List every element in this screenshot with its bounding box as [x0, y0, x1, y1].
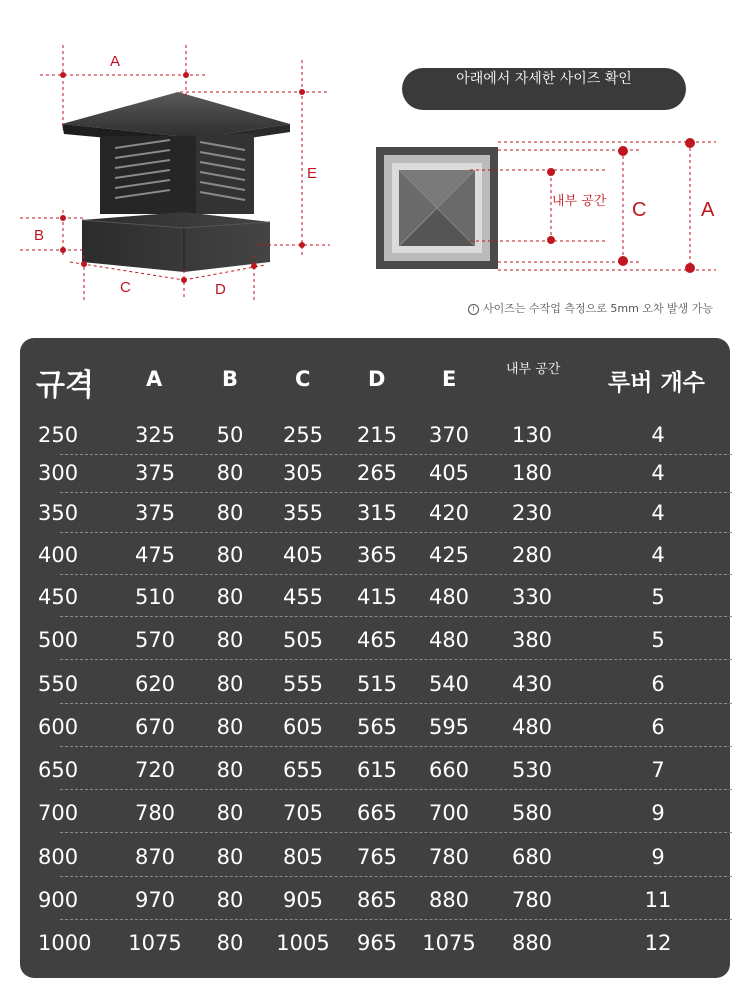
cell-e: 405 — [428, 461, 470, 485]
dimension-label-b: B — [34, 227, 45, 244]
size-check-banner — [402, 68, 686, 110]
ventilator-product-image — [62, 92, 290, 272]
cell-inner-space: 380 — [511, 628, 553, 652]
row-divider — [60, 616, 732, 617]
cell-c: 305 — [282, 461, 324, 485]
cell-d: 965 — [356, 931, 398, 955]
cell-b: 80 — [216, 501, 244, 525]
table-row — [38, 792, 730, 834]
measurement-note — [468, 300, 713, 316]
row-divider — [60, 876, 732, 877]
cell-d: 565 — [356, 715, 398, 739]
cell-e: 425 — [428, 543, 470, 567]
row-divider — [60, 919, 732, 920]
cell-d: 865 — [356, 888, 398, 912]
info-icon: ! — [468, 304, 479, 315]
cell-d: 515 — [356, 672, 398, 696]
cell-c: 455 — [282, 585, 324, 609]
cell-b: 80 — [216, 628, 244, 652]
cell-c: 605 — [282, 715, 324, 739]
top-view-label-a: A — [701, 199, 715, 221]
cell-louver-count: 5 — [651, 585, 665, 609]
header-spec: 규격 — [36, 368, 94, 403]
header-c: C — [295, 367, 311, 391]
row-divider — [60, 574, 732, 575]
cell-e: 880 — [428, 888, 470, 912]
cell-spec: 450 — [38, 585, 79, 609]
table-row — [38, 619, 730, 661]
cell-c: 905 — [282, 888, 324, 912]
cell-a: 375 — [134, 501, 176, 525]
cell-c: 655 — [282, 758, 324, 782]
inner-space-label: 내부 공간 — [552, 194, 607, 209]
cell-louver-count: 4 — [651, 543, 665, 567]
header-louver-count: 루버 개수 — [608, 370, 705, 396]
cell-spec: 500 — [38, 628, 79, 652]
cell-a: 670 — [134, 715, 176, 739]
row-divider — [60, 832, 732, 833]
product-diagram — [0, 0, 750, 330]
table-row — [38, 576, 730, 618]
cell-spec: 250 — [38, 423, 79, 447]
cell-b: 80 — [216, 758, 244, 782]
cell-inner-space: 180 — [511, 461, 553, 485]
cell-c: 505 — [282, 628, 324, 652]
cell-inner-space: 880 — [511, 931, 553, 955]
cell-louver-count: 9 — [651, 801, 665, 825]
cell-b: 50 — [216, 423, 244, 447]
cell-spec: 550 — [38, 672, 79, 696]
cell-inner-space: 280 — [511, 543, 553, 567]
row-divider — [60, 746, 732, 747]
cell-e: 480 — [428, 585, 470, 609]
cell-e: 780 — [428, 845, 470, 869]
cell-spec: 650 — [38, 758, 79, 782]
row-divider — [60, 703, 732, 704]
cell-louver-count: 4 — [651, 501, 665, 525]
cell-inner-space: 780 — [511, 888, 553, 912]
cell-louver-count: 12 — [644, 931, 672, 955]
cell-b: 80 — [216, 845, 244, 869]
cell-b: 80 — [216, 543, 244, 567]
cell-c: 555 — [282, 672, 324, 696]
cell-d: 365 — [356, 543, 398, 567]
cell-a: 780 — [134, 801, 176, 825]
cell-louver-count: 6 — [651, 715, 665, 739]
cell-a: 720 — [134, 758, 176, 782]
size-check-text: 아래에서 자세한 사이즈 확인 — [456, 71, 632, 87]
cell-c: 805 — [282, 845, 324, 869]
cell-b: 80 — [216, 931, 244, 955]
cell-spec: 350 — [38, 501, 79, 525]
cell-inner-space: 530 — [511, 758, 553, 782]
top-view-image — [376, 147, 498, 269]
cell-b: 80 — [216, 672, 244, 696]
dimension-label-c: C — [120, 279, 131, 296]
cell-e: 700 — [428, 801, 470, 825]
cell-a: 510 — [134, 585, 176, 609]
header-a: A — [146, 367, 163, 391]
cell-spec: 1000 — [38, 931, 92, 955]
top-view-label-c: C — [632, 199, 647, 221]
cell-c: 705 — [282, 801, 324, 825]
cell-spec: 400 — [38, 543, 79, 567]
table-row — [38, 749, 730, 791]
table-row — [38, 663, 730, 705]
cell-d: 465 — [356, 628, 398, 652]
cell-a: 375 — [134, 461, 176, 485]
cell-b: 80 — [216, 715, 244, 739]
cell-inner-space: 330 — [511, 585, 553, 609]
cell-inner-space: 480 — [511, 715, 553, 739]
cell-louver-count: 7 — [651, 758, 665, 782]
cell-a: 1075 — [128, 931, 182, 955]
header-d: D — [368, 367, 386, 391]
cell-louver-count: 4 — [651, 461, 665, 485]
cell-inner-space: 130 — [511, 423, 553, 447]
table-row — [38, 414, 730, 456]
row-divider — [60, 789, 732, 790]
cell-d: 265 — [356, 461, 398, 485]
cell-louver-count: 5 — [651, 628, 665, 652]
row-divider — [60, 532, 732, 533]
table-row — [38, 879, 730, 921]
cell-inner-space: 230 — [511, 501, 553, 525]
cell-a: 870 — [134, 845, 176, 869]
cell-b: 80 — [216, 888, 244, 912]
cell-spec: 700 — [38, 801, 79, 825]
cell-spec: 300 — [38, 461, 79, 485]
cell-d: 665 — [356, 801, 398, 825]
table-row — [38, 492, 730, 534]
dimension-label-e: E — [307, 165, 318, 182]
cell-inner-space: 580 — [511, 801, 553, 825]
cell-a: 325 — [134, 423, 176, 447]
header-e: E — [442, 367, 457, 391]
cell-b: 80 — [216, 801, 244, 825]
cell-e: 420 — [428, 501, 470, 525]
dimension-label-d: D — [215, 281, 226, 298]
dimension-diagram-svg — [0, 0, 750, 330]
table-row — [38, 836, 730, 878]
cell-inner-space: 430 — [511, 672, 553, 696]
table-row — [38, 706, 730, 748]
cell-e: 660 — [428, 758, 470, 782]
cell-inner-space: 680 — [511, 845, 553, 869]
table-row — [38, 534, 730, 576]
table-row — [38, 922, 730, 964]
cell-spec: 900 — [38, 888, 79, 912]
cell-c: 255 — [282, 423, 324, 447]
measurement-note-text: 사이즈는 수작업 측정으로 5mm 오차 발생 가능 — [483, 302, 714, 315]
cell-e: 540 — [428, 672, 470, 696]
cell-d: 415 — [356, 585, 398, 609]
table-row — [38, 452, 730, 494]
cell-a: 570 — [134, 628, 176, 652]
cell-a: 620 — [134, 672, 176, 696]
cell-d: 615 — [356, 758, 398, 782]
cell-louver-count: 4 — [651, 423, 665, 447]
cell-d: 315 — [356, 501, 398, 525]
header-b: B — [222, 367, 239, 391]
cell-d: 215 — [356, 423, 398, 447]
cell-a: 970 — [134, 888, 176, 912]
cell-c: 355 — [282, 501, 324, 525]
row-divider — [60, 659, 732, 660]
cell-b: 80 — [216, 585, 244, 609]
cell-a: 475 — [134, 543, 176, 567]
cell-c: 405 — [282, 543, 324, 567]
cell-spec: 600 — [38, 715, 79, 739]
cell-e: 1075 — [422, 931, 476, 955]
spec-table-panel — [20, 338, 730, 978]
cell-spec: 800 — [38, 845, 79, 869]
cell-e: 480 — [428, 628, 470, 652]
cell-b: 80 — [216, 461, 244, 485]
header-inner-space: 내부 공간 — [506, 362, 561, 377]
cell-louver-count: 9 — [651, 845, 665, 869]
cell-e: 595 — [428, 715, 470, 739]
cell-d: 765 — [356, 845, 398, 869]
cell-c: 1005 — [276, 931, 330, 955]
cell-louver-count: 6 — [651, 672, 665, 696]
dimension-label-a: A — [110, 53, 121, 70]
cell-louver-count: 11 — [644, 888, 672, 912]
cell-e: 370 — [428, 423, 470, 447]
